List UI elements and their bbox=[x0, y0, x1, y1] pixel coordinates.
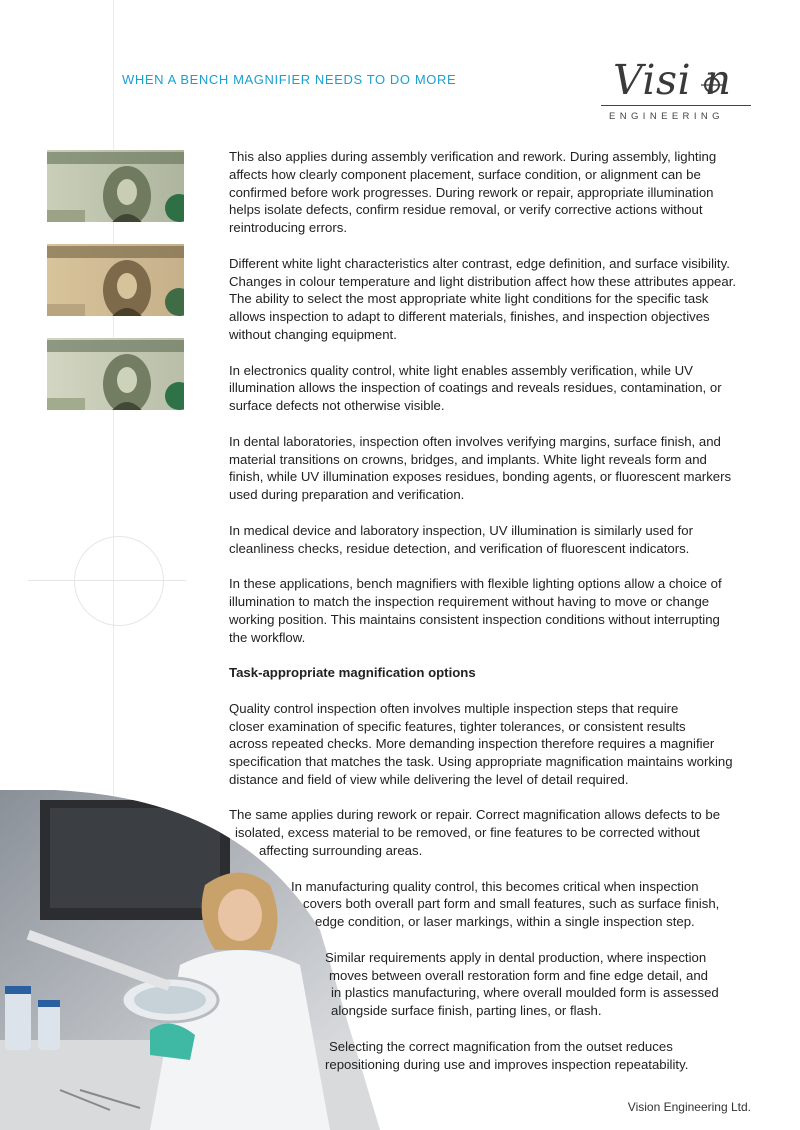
logo-subtitle: ENGINEERING bbox=[609, 111, 724, 122]
logo-rule bbox=[601, 105, 751, 106]
dollar-bill-warm-light-image bbox=[47, 244, 184, 316]
text-line: Quality control inspection often involves multiple inspection steps that require bbox=[229, 700, 679, 716]
text-line: the workflow. bbox=[229, 629, 306, 645]
text-line: across repeated checks. More demanding inspection therefore requires a magnifier bbox=[229, 736, 715, 752]
paragraph-dental-production bbox=[229, 949, 759, 1020]
text-line: confirmed before work progresses. During rework or repair, appropriate illumination bbox=[229, 184, 714, 200]
paragraph-electronics bbox=[229, 362, 759, 415]
text-line: illumination to match the inspection requirement without having to move or change bbox=[229, 593, 710, 609]
text-line: helps isolate defects, confirm residue removal, or verify corrective actions without bbox=[229, 202, 703, 218]
paragraph-rework bbox=[229, 806, 759, 859]
text-line: repositioning during use and improves inspection repeatability. bbox=[325, 1056, 689, 1072]
text-line: surface defects not otherwise visible. bbox=[229, 398, 445, 414]
text-line: distance and field of view while delivering the level of detail required. bbox=[229, 771, 629, 787]
paragraph-applications bbox=[229, 575, 759, 646]
text-line: This also applies during assembly verification and rework. During assembly, lighting bbox=[229, 149, 717, 164]
page-header-title: WHEN A BENCH MAGNIFIER NEEDS TO DO MORE bbox=[122, 72, 457, 87]
dollar-bill-cool-light-image bbox=[47, 150, 184, 222]
text-line: without changing equipment. bbox=[229, 326, 397, 342]
text-line: illumination allows the inspection of coatings and reveals residues, contamination, or bbox=[229, 380, 722, 396]
paragraph-assembly bbox=[229, 148, 759, 237]
text-line: moves between overall restoration form and fine edge detail, and bbox=[329, 967, 708, 983]
text-line: In electronics quality control, white light enables assembly verification, while UV bbox=[229, 362, 693, 378]
text-line: finish, while UV illumination exposes residues, bonding agents, or fluorescent markers bbox=[229, 469, 732, 485]
text-line: allows inspection to adapt to different materials, finishes, and inspection objectives bbox=[229, 309, 710, 325]
text-line: Changes in colour temperature and light distribution affect how these attributes appear. bbox=[229, 273, 737, 289]
text-line: used during preparation and verification. bbox=[229, 487, 465, 503]
logo-crosshair-icon bbox=[701, 72, 723, 94]
paragraph-selecting bbox=[229, 1038, 759, 1074]
text-line: Selecting the correct magnification from the outset reduces bbox=[329, 1038, 673, 1054]
text-line: In dental laboratories, inspection often involves verifying margins, surface finish, and bbox=[229, 433, 721, 449]
text-line: The ability to select the most appropriate white light conditions for the specific task bbox=[229, 291, 709, 307]
text-line: isolated, excess material to be removed, or fine features to be corrected without bbox=[235, 825, 700, 841]
footer-company: Vision Engineering Ltd. bbox=[627, 1100, 751, 1114]
paragraph-quality-control bbox=[229, 700, 759, 789]
paragraph-medical bbox=[229, 522, 759, 558]
text-line: In these applications, bench magnifiers with flexible lighting options allow a choice of bbox=[229, 576, 722, 592]
text-line: affecting surrounding areas. bbox=[259, 843, 423, 859]
logo-wordmark: Visi n bbox=[613, 56, 732, 104]
text-line: In manufacturing quality control, this becomes critical when inspection bbox=[291, 878, 699, 894]
text-line: edge condition, or laser markings, within a single inspection step. bbox=[315, 914, 695, 930]
paragraph-manufacturing bbox=[229, 878, 759, 931]
text-line: closer examination of specific features, tighter tolerances, or consistent results bbox=[229, 718, 686, 734]
text-line: in plastics manufacturing, where overall moulded form is assessed bbox=[331, 985, 719, 1001]
text-line: alongside surface finish, parting lines, or flash. bbox=[331, 1003, 602, 1019]
text-line: material transitions on crowns, bridges, and implants. White light reveals form and bbox=[229, 451, 707, 467]
text-line: reintroducing errors. bbox=[229, 220, 348, 236]
text-line: Different white light characteristics alter contrast, edge definition, and surface visibility. bbox=[229, 255, 730, 271]
text-line: specification that matches the task. Using appropriate magnification maintains working bbox=[229, 754, 733, 770]
paragraph-dental bbox=[229, 433, 759, 504]
text-line: Similar requirements apply in dental production, where inspection bbox=[325, 949, 707, 965]
article-body bbox=[229, 148, 759, 1091]
dollar-bill-neutral-light-image bbox=[47, 338, 184, 410]
text-line: In medical device and laboratory inspection, UV illumination is similarly used for bbox=[229, 522, 693, 538]
section-heading: Task-appropriate magnification options bbox=[229, 665, 476, 681]
paragraph-white-light bbox=[229, 255, 759, 344]
guide-circle bbox=[74, 536, 164, 626]
text-line: affects how clearly component placement, surface condition, or alignment can be bbox=[229, 166, 701, 182]
vision-engineering-logo bbox=[601, 56, 751, 126]
text-line: covers both overall part form and small features, such as surface finish, bbox=[303, 896, 720, 912]
text-line: The same applies during rework or repair. Correct magnification allows defects to be bbox=[229, 807, 721, 823]
text-line: cleanliness checks, residue detection, and verification of fluorescent indicators. bbox=[229, 540, 690, 556]
text-line: working position. This maintains consistent inspection conditions without interrupting bbox=[229, 611, 720, 627]
